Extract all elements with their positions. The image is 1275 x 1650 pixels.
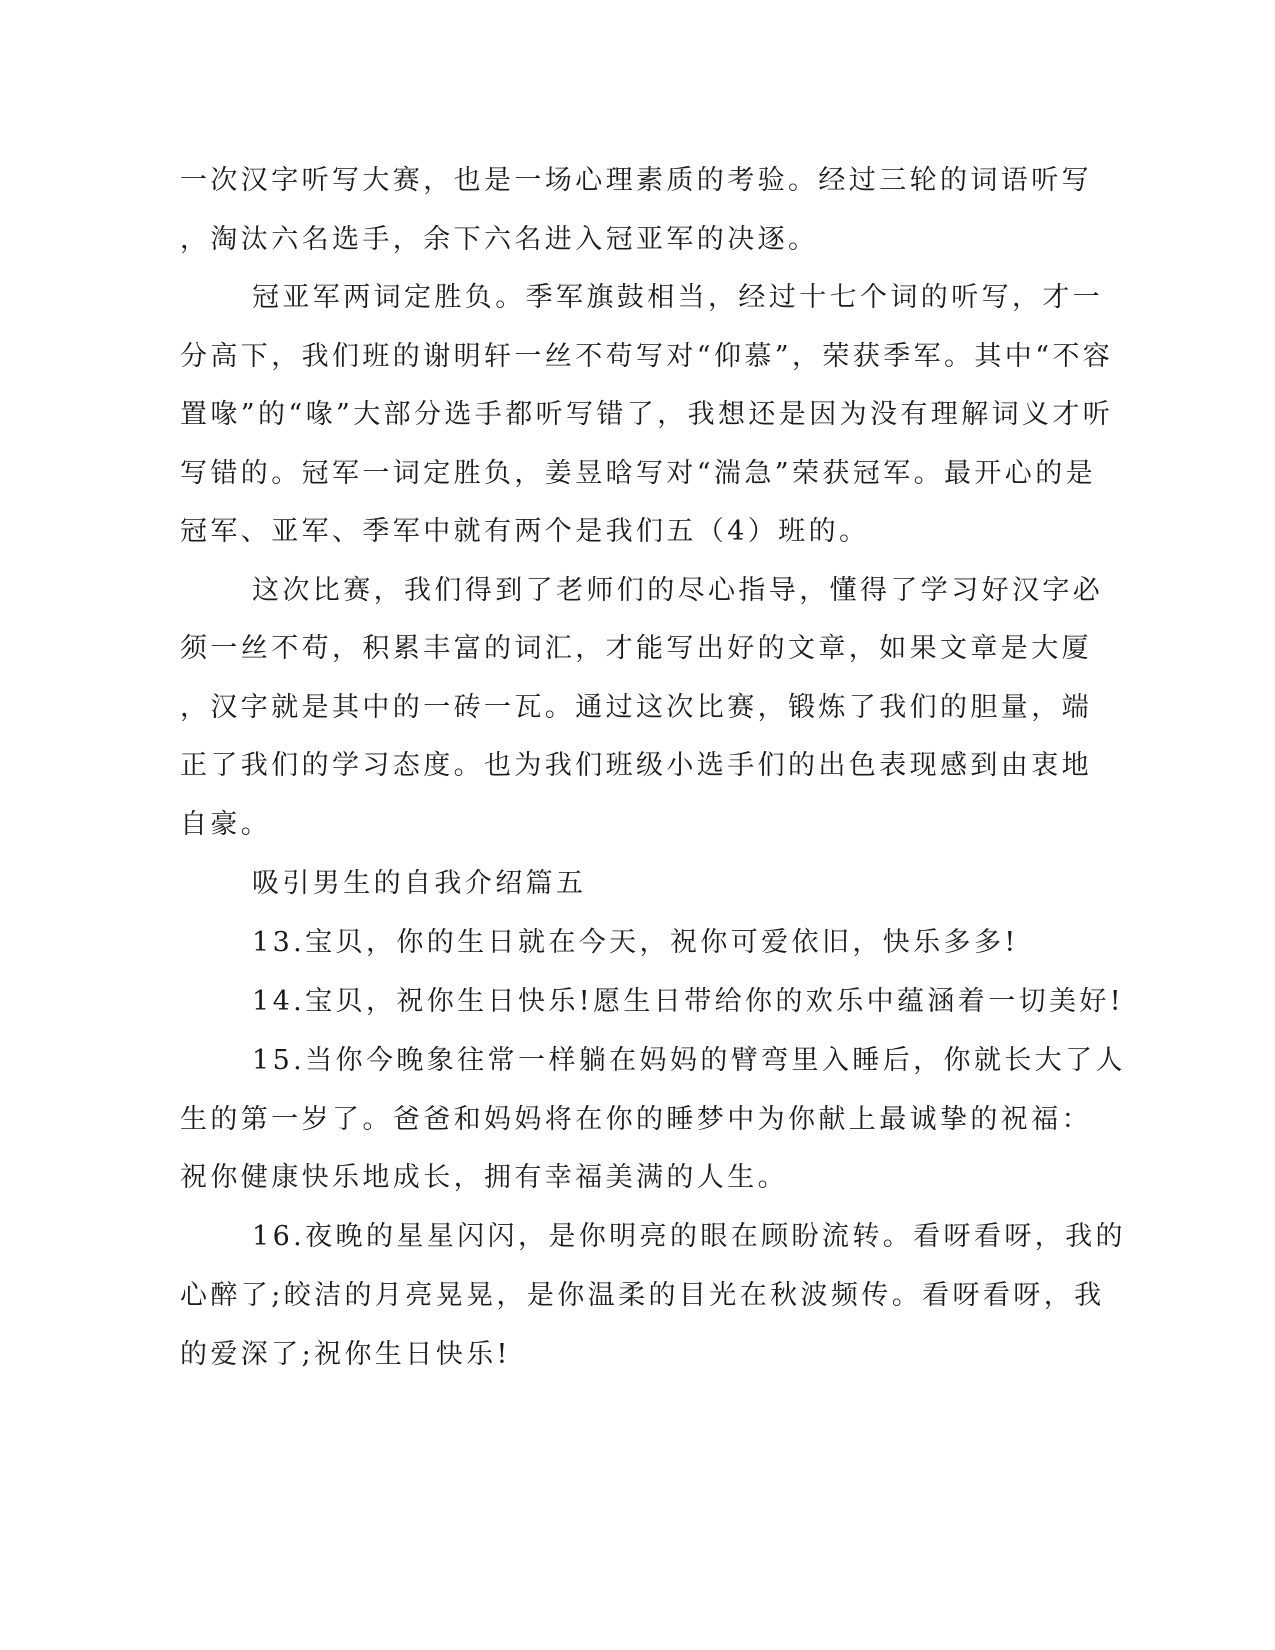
text-line: 冠军、亚军、季军中就有两个是我们五（4）班的。 [180,516,870,547]
text-line: 14.宝贝，祝你生日快乐!愿生日带给你的欢乐中蕴涵着一切美好! [252,986,1125,1017]
text-line: 冠亚军两词定胜负。季军旗鼓相当，经过十七个词的听写，才一 [252,282,1104,313]
section-heading: 吸引男生的自我介绍篇五 [252,868,587,899]
text-line: 自豪。 [180,809,272,840]
text-line: ，淘汰六名选手，余下六名进入冠亚军的决逐。 [180,224,819,255]
text-line: 15.当你今晚象往常一样躺在妈妈的臂弯里入睡后，你就长大了人 [252,1045,1126,1076]
text-line: 13.宝贝，你的生日就在今天，祝你可爱依旧，快乐多多! [252,927,1019,958]
text-line: 16.夜晚的星星闪闪，是你明亮的眼在顾盼流转。看呀看呀，我的 [252,1221,1126,1252]
text-line: ，汉字就是其中的一砖一瓦。通过这次比赛，锻炼了我们的胆量，端 [180,692,1092,723]
text-line: 写错的。冠军一词定胜负，姜昱晗写对“湍急”荣获冠军。最开心的是 [180,458,1097,489]
text-line: 生的第一岁了。爸爸和妈妈将在你的睡梦中为你献上最诚挚的祝福： [180,1104,1092,1135]
text-line: 须一丝不苟，积累丰富的词汇，才能写出好的文章，如果文章是大厦 [180,633,1092,664]
text-line: 祝你健康快乐地成长，拥有幸福美满的人生。 [180,1162,788,1193]
text-line: 分高下，我们班的谢明轩一丝不苟写对“仰慕”，荣获季军。其中“不容 [180,341,1114,372]
text-line: 一次汉字听写大赛，也是一场心理素质的考验。经过三轮的词语听写 [180,165,1092,196]
text-line: 这次比赛，我们得到了老师们的尽心指导，懂得了学习好汉字必 [252,575,1104,606]
text-line: 置喙”的“喙”大部分选手都听写错了，我想还是因为没有理解词义才听 [180,399,1114,430]
text-line: 心醉了;皎洁的月亮晃晃，是你温柔的目光在秋波频传。看呀看呀，我 [180,1280,1105,1311]
text-line: 正了我们的学习态度。也为我们班级小选手们的出色表现感到由衷地 [180,750,1092,781]
text-line: 的爱深了;祝你生日快乐! [180,1339,511,1370]
